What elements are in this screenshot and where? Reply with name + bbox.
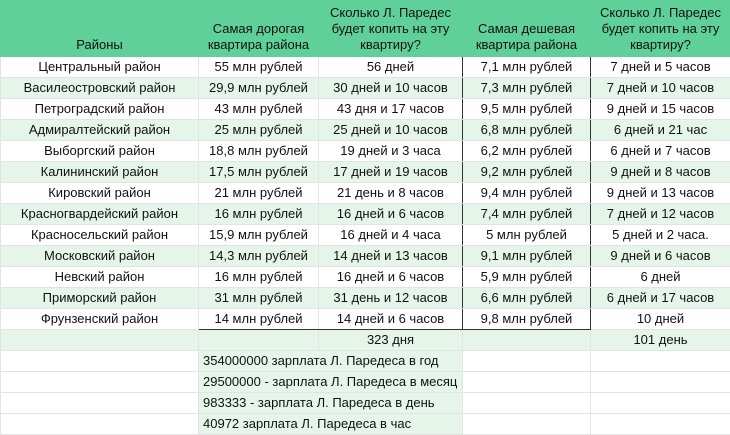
note-row [1, 393, 730, 414]
district-cell[interactable]: Красносельский район [1, 225, 199, 246]
value-cell[interactable]: 9,8 млн рублей [463, 309, 591, 330]
value-cell[interactable]: 15,9 млн рублей [199, 225, 319, 246]
value-cell[interactable]: 30 дней и 10 часов [319, 78, 463, 99]
empty-cell[interactable] [591, 351, 730, 372]
table-row [1, 246, 730, 267]
value-cell[interactable]: 14 дней и 6 часов [319, 309, 463, 330]
value-cell[interactable]: 31 млн рублей [199, 288, 319, 309]
value-cell[interactable]: 16 дней и 4 часа [319, 225, 463, 246]
empty-cell[interactable] [463, 393, 591, 414]
value-cell[interactable]: 7,1 млн рублей [463, 57, 591, 78]
value-cell[interactable]: 9 дней и 13 часов [591, 183, 730, 204]
district-cell[interactable]: Приморский район [1, 288, 199, 309]
value-cell[interactable]: 21 день и 8 часов [319, 183, 463, 204]
district-cell[interactable]: Калининский район [1, 162, 199, 183]
table-row [1, 267, 730, 288]
table-row [1, 288, 730, 309]
table-row [1, 309, 730, 330]
empty-cell[interactable] [463, 372, 591, 393]
column-header[interactable]: Сколько Л. Паредес будет копить на эту квартиру? [591, 1, 730, 57]
empty-cell[interactable] [1, 414, 199, 435]
value-cell[interactable]: 6 дней и 7 часов [591, 141, 730, 162]
value-cell[interactable]: 21 млн рублей [199, 183, 319, 204]
district-cell[interactable]: Центральный район [1, 57, 199, 78]
table-row [1, 78, 730, 99]
value-cell[interactable]: 9,1 млн рублей [463, 246, 591, 267]
value-cell[interactable]: 25 млн рублей [199, 120, 319, 141]
value-cell[interactable]: 14,3 млн рублей [199, 246, 319, 267]
column-header[interactable]: Самая дорогая квартира района [199, 1, 319, 57]
value-cell[interactable]: 9,2 млн рублей [463, 162, 591, 183]
note-row [1, 372, 730, 393]
value-cell[interactable]: 7,3 млн рублей [463, 78, 591, 99]
value-cell[interactable]: 16 млн рублей [199, 204, 319, 225]
value-cell[interactable]: 6 дней [591, 267, 730, 288]
value-cell[interactable]: 17,5 млн рублей [199, 162, 319, 183]
column-header[interactable]: Районы [1, 1, 199, 57]
value-cell[interactable]: 19 дней и 3 часа [319, 141, 463, 162]
salary-note[interactable]: 354000000 зарплата Л. Паредеса в год [199, 351, 463, 372]
value-cell[interactable]: 9 дней и 6 часов [591, 246, 730, 267]
value-cell[interactable]: 31 день и 12 часов [319, 288, 463, 309]
table-row [1, 120, 730, 141]
value-cell[interactable]: 17 дней и 19 часов [319, 162, 463, 183]
empty-cell[interactable] [1, 372, 199, 393]
table-row [1, 225, 730, 246]
salary-note[interactable]: 983333 - зарплата Л. Паредеса в день [199, 393, 463, 414]
value-cell[interactable]: 6 дней и 21 час [591, 120, 730, 141]
empty-cell[interactable] [463, 351, 591, 372]
district-cell[interactable]: Московский район [1, 246, 199, 267]
empty-cell[interactable] [591, 393, 730, 414]
district-cell[interactable]: Василеостровский район [1, 78, 199, 99]
empty-cell[interactable] [1, 393, 199, 414]
value-cell[interactable]: 7,4 млн рублей [463, 204, 591, 225]
empty-cell[interactable] [591, 372, 730, 393]
value-cell[interactable]: 9 дней и 8 часов [591, 162, 730, 183]
table-row [1, 162, 730, 183]
value-cell[interactable]: 6 дней и 17 часов [591, 288, 730, 309]
value-cell[interactable]: 6,2 млн рублей [463, 141, 591, 162]
table-row [1, 141, 730, 162]
district-cell[interactable]: Адмиралтейский район [1, 120, 199, 141]
note-row [1, 414, 730, 435]
district-cell[interactable]: Невский район [1, 267, 199, 288]
empty-cell[interactable] [199, 330, 319, 351]
table-row [1, 183, 730, 204]
value-cell[interactable]: 7 дней и 5 часов [591, 57, 730, 78]
header-row [1, 1, 730, 57]
value-cell[interactable]: 10 дней [591, 309, 730, 330]
district-cell[interactable]: Петроградский район [1, 99, 199, 120]
column-header[interactable]: Сколько Л. Паредес будет копить на эту квартиру? [319, 1, 463, 57]
value-cell[interactable]: 14 млн рублей [199, 309, 319, 330]
total-cell[interactable]: 101 день [591, 330, 730, 351]
value-cell[interactable]: 14 дней и 13 часов [319, 246, 463, 267]
empty-cell[interactable] [1, 330, 199, 351]
salary-note[interactable]: 40972 зарплата Л. Паредеса в час [199, 414, 463, 435]
value-cell[interactable]: 6,6 млн рублей [463, 288, 591, 309]
value-cell[interactable]: 25 дней и 10 часов [319, 120, 463, 141]
value-cell[interactable]: 55 млн рублей [199, 57, 319, 78]
empty-cell[interactable] [591, 414, 730, 435]
value-cell[interactable]: 5,9 млн рублей [463, 267, 591, 288]
value-cell[interactable]: 9 дней и 15 часов [591, 99, 730, 120]
empty-cell[interactable] [463, 330, 591, 351]
district-cell[interactable]: Красногвардейский район [1, 204, 199, 225]
value-cell[interactable]: 7 дней и 12 часов [591, 204, 730, 225]
value-cell[interactable]: 43 дня и 17 часов [319, 99, 463, 120]
value-cell[interactable]: 9,5 млн рублей [463, 99, 591, 120]
value-cell[interactable]: 16 дней и 6 часов [319, 204, 463, 225]
column-header[interactable]: Самая дешевая квартира района [463, 1, 591, 57]
totals-row [1, 330, 730, 351]
value-cell[interactable]: 5 млн рублей [463, 225, 591, 246]
value-cell[interactable]: 29,9 млн рублей [199, 78, 319, 99]
value-cell[interactable]: 18,8 млн рублей [199, 141, 319, 162]
empty-cell[interactable] [463, 414, 591, 435]
value-cell[interactable]: 16 дней и 6 часов [319, 267, 463, 288]
value-cell[interactable]: 9,4 млн рублей [463, 183, 591, 204]
empty-cell[interactable] [1, 351, 199, 372]
total-cell[interactable]: 323 дня [319, 330, 463, 351]
district-cell[interactable]: Фрунзенский район [1, 309, 199, 330]
value-cell[interactable]: 16 млн рублей [199, 267, 319, 288]
table-row [1, 204, 730, 225]
district-cell[interactable]: Кировский район [1, 183, 199, 204]
value-cell[interactable]: 7 дней и 10 часов [591, 78, 730, 99]
value-cell[interactable]: 56 дней [319, 57, 463, 78]
value-cell[interactable]: 6,8 млн рублей [463, 120, 591, 141]
value-cell[interactable]: 5 дней и 2 часа. [591, 225, 730, 246]
salary-note[interactable]: 29500000 - зарплата Л. Паредеса в месяц [199, 372, 463, 393]
value-cell[interactable]: 43 млн рублей [199, 99, 319, 120]
table-row [1, 57, 730, 78]
note-row [1, 351, 730, 372]
table-row [1, 99, 730, 120]
district-cell[interactable]: Выборгский район [1, 141, 199, 162]
